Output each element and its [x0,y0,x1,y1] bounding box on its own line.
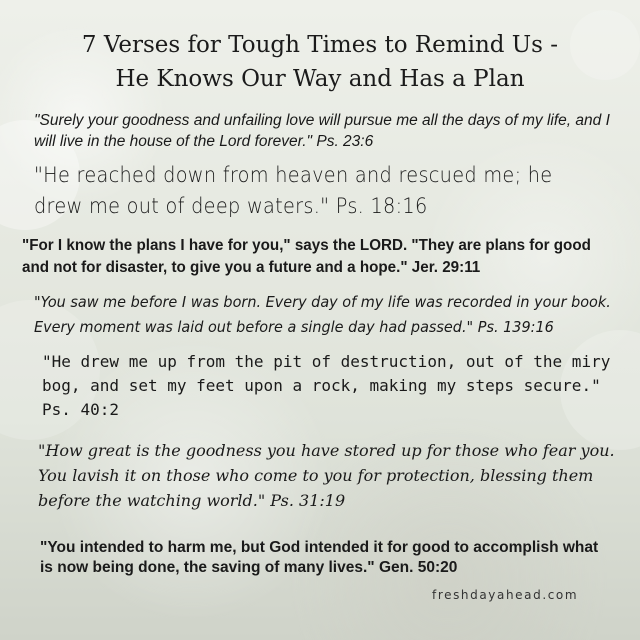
verse-ps-40-2: "He drew me up from the pit of destruction, out of the miry bog, and set my feet upon a rock, making my steps secure." Ps. 40:2 [42,352,611,419]
verse-jer-29-11: "For I know the plans I have for you," says the LORD. "They are plans for good and not for disaster, to give you a future and a hope." Jer. 29:11 [22,237,591,276]
title-line-1: 7 Verses for Tough Times to Remind Us - [81,32,559,58]
title-line-2: He Knows Our Way and Has a Plan [115,66,525,92]
verse-ps-139-16: "You saw me before I was born. Every day of my life was recorded in your book. Every moment was laid out before a single day had passed." Ps. 139:16 [34,293,611,336]
verse-ps-18-16: "He reached down from heaven and rescued me; he drew me out of deep waters." Ps. 18:16 [34,163,553,218]
verse-ps-31-19: "How great is the goodness you have stored up for those who fear you. You lavish it on those who come to you for protection, blessing them before the watching world." Ps. 31:19 [38,441,615,510]
page-title [40,28,600,96]
website-link[interactable]: freshdayahead.com [432,588,579,602]
verse-gen-50-20: "You intended to harm me, but God intended it for good to accomplish what is now being done, the saving of many lives." Gen. 50:20 [40,539,599,576]
verse-ps-23-6: "Surely your goodness and unfailing love will pursue me all the days of my life, and I will live in the house of the Lord forever." Ps. 23:6 [34,112,610,150]
